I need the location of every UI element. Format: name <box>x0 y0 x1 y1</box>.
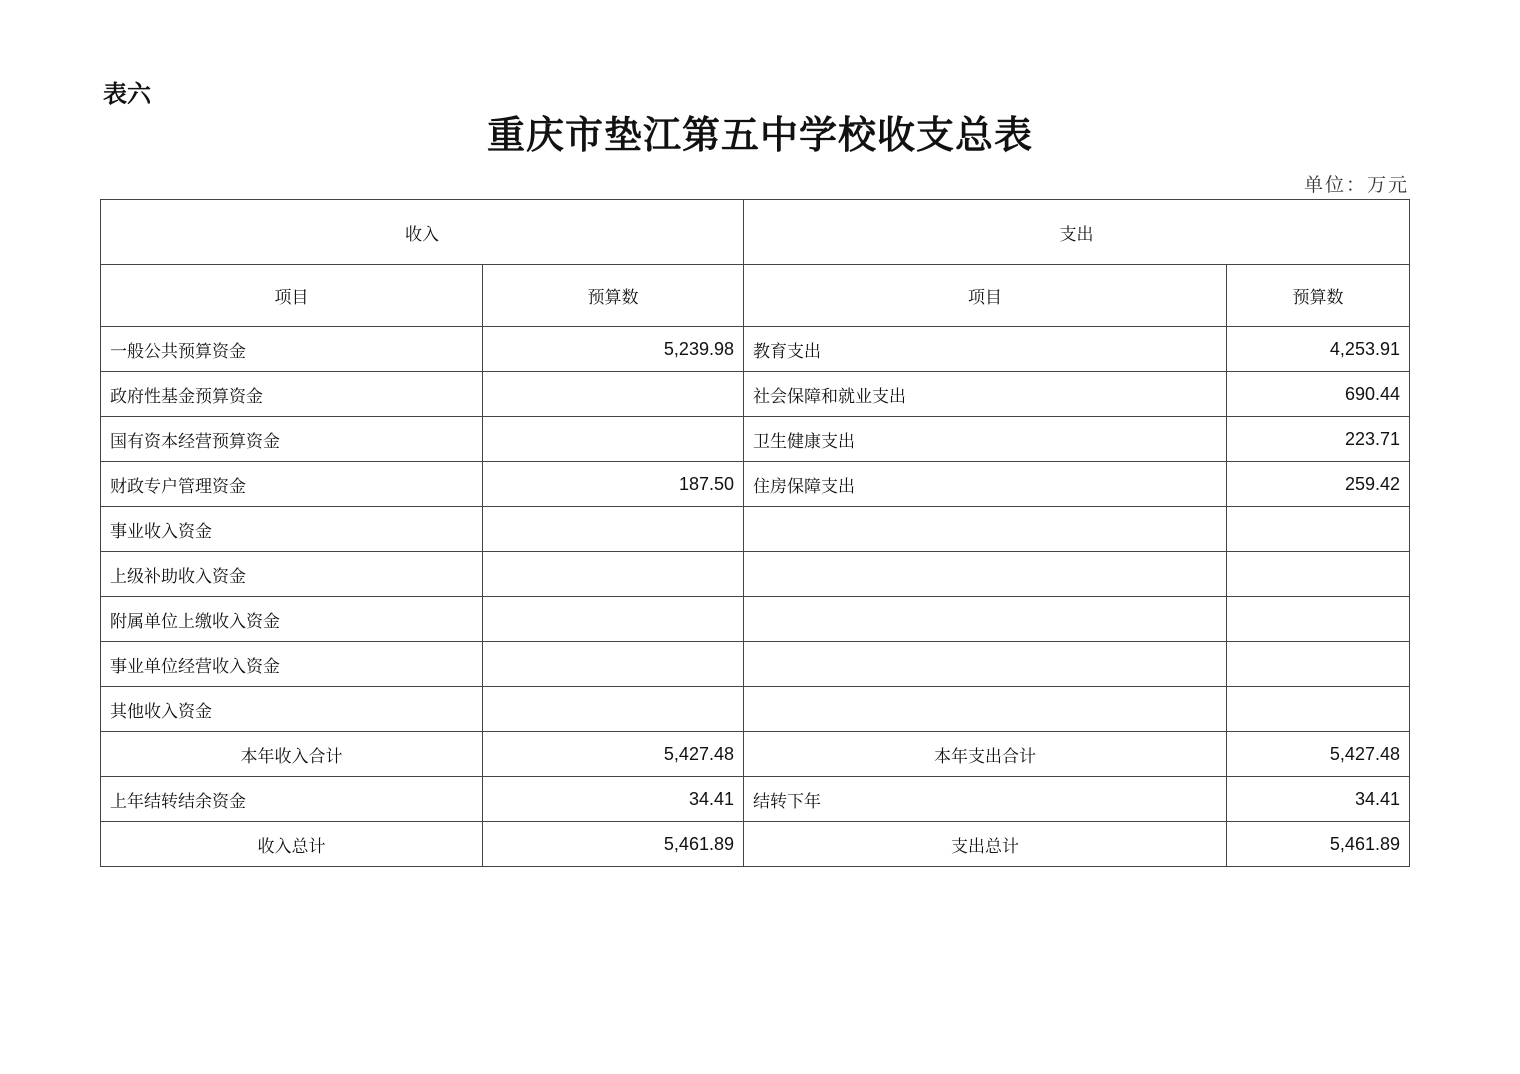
income-grand-total-label: 收入总计 <box>101 822 483 867</box>
expense-section-header: 支出 <box>744 200 1410 265</box>
expense-year-total-amount: 5,427.48 <box>1227 732 1410 777</box>
table-row <box>101 462 1410 507</box>
document-title: 重庆市垫江第五中学校收支总表 <box>486 112 1033 157</box>
income-carryover-amount: 34.41 <box>483 777 744 822</box>
expense-carryover-label: 结转下年 <box>744 777 1227 822</box>
income-amount: 5,239.98 <box>483 327 744 372</box>
expense-item: 住房保障支出 <box>744 462 1227 507</box>
table-row <box>101 552 1410 597</box>
income-item: 附属单位上缴收入资金 <box>101 597 483 642</box>
income-budget-column-header: 预算数 <box>483 265 744 327</box>
table-number-label: 表六 <box>103 80 151 108</box>
income-year-total-amount: 5,427.48 <box>483 732 744 777</box>
expense-budget-column-header: 预算数 <box>1227 265 1410 327</box>
expense-amount <box>1227 552 1410 597</box>
expense-amount: 259.42 <box>1227 462 1410 507</box>
grand-total-row <box>101 822 1410 867</box>
expense-amount <box>1227 687 1410 732</box>
expense-amount <box>1227 507 1410 552</box>
year-total-row <box>101 732 1410 777</box>
income-expense-table <box>100 199 1410 867</box>
income-item: 上级补助收入资金 <box>101 552 483 597</box>
expense-item <box>744 507 1227 552</box>
income-grand-total-amount: 5,461.89 <box>483 822 744 867</box>
table-row <box>101 327 1410 372</box>
income-item: 国有资本经营预算资金 <box>101 417 483 462</box>
expense-amount <box>1227 642 1410 687</box>
income-amount <box>483 507 744 552</box>
income-amount: 187.50 <box>483 462 744 507</box>
expense-grand-total-label: 支出总计 <box>744 822 1227 867</box>
income-year-total-label: 本年收入合计 <box>101 732 483 777</box>
expense-item <box>744 642 1227 687</box>
table-row <box>101 372 1410 417</box>
table-row <box>101 417 1410 462</box>
income-amount <box>483 372 744 417</box>
income-item-column-header: 项目 <box>101 265 483 327</box>
expense-item: 卫生健康支出 <box>744 417 1227 462</box>
carryover-row <box>101 777 1410 822</box>
expense-amount: 223.71 <box>1227 417 1410 462</box>
income-amount <box>483 687 744 732</box>
income-amount <box>483 417 744 462</box>
expense-item: 教育支出 <box>744 327 1227 372</box>
expense-item <box>744 687 1227 732</box>
table-row <box>101 687 1410 732</box>
expense-amount: 690.44 <box>1227 372 1410 417</box>
expense-amount <box>1227 597 1410 642</box>
expense-item-column-header: 项目 <box>744 265 1227 327</box>
expense-item: 社会保障和就业支出 <box>744 372 1227 417</box>
table-row <box>101 597 1410 642</box>
expense-amount: 4,253.91 <box>1227 327 1410 372</box>
table-row <box>101 507 1410 552</box>
income-amount <box>483 552 744 597</box>
income-item: 政府性基金预算资金 <box>101 372 483 417</box>
income-item: 事业单位经营收入资金 <box>101 642 483 687</box>
expense-carryover-amount: 34.41 <box>1227 777 1410 822</box>
table-row <box>101 642 1410 687</box>
expense-item <box>744 552 1227 597</box>
income-item: 其他收入资金 <box>101 687 483 732</box>
expense-grand-total-amount: 5,461.89 <box>1227 822 1410 867</box>
income-item: 一般公共预算资金 <box>101 327 483 372</box>
header-row-columns <box>101 265 1410 327</box>
unit-label: 单位：万元 <box>1303 174 1409 196</box>
header-row-sections <box>101 200 1410 265</box>
income-item: 事业收入资金 <box>101 507 483 552</box>
income-section-header: 收入 <box>101 200 744 265</box>
income-carryover-label: 上年结转结余资金 <box>101 777 483 822</box>
income-amount <box>483 597 744 642</box>
income-amount <box>483 642 744 687</box>
expense-item <box>744 597 1227 642</box>
income-item: 财政专户管理资金 <box>101 462 483 507</box>
expense-year-total-label: 本年支出合计 <box>744 732 1227 777</box>
